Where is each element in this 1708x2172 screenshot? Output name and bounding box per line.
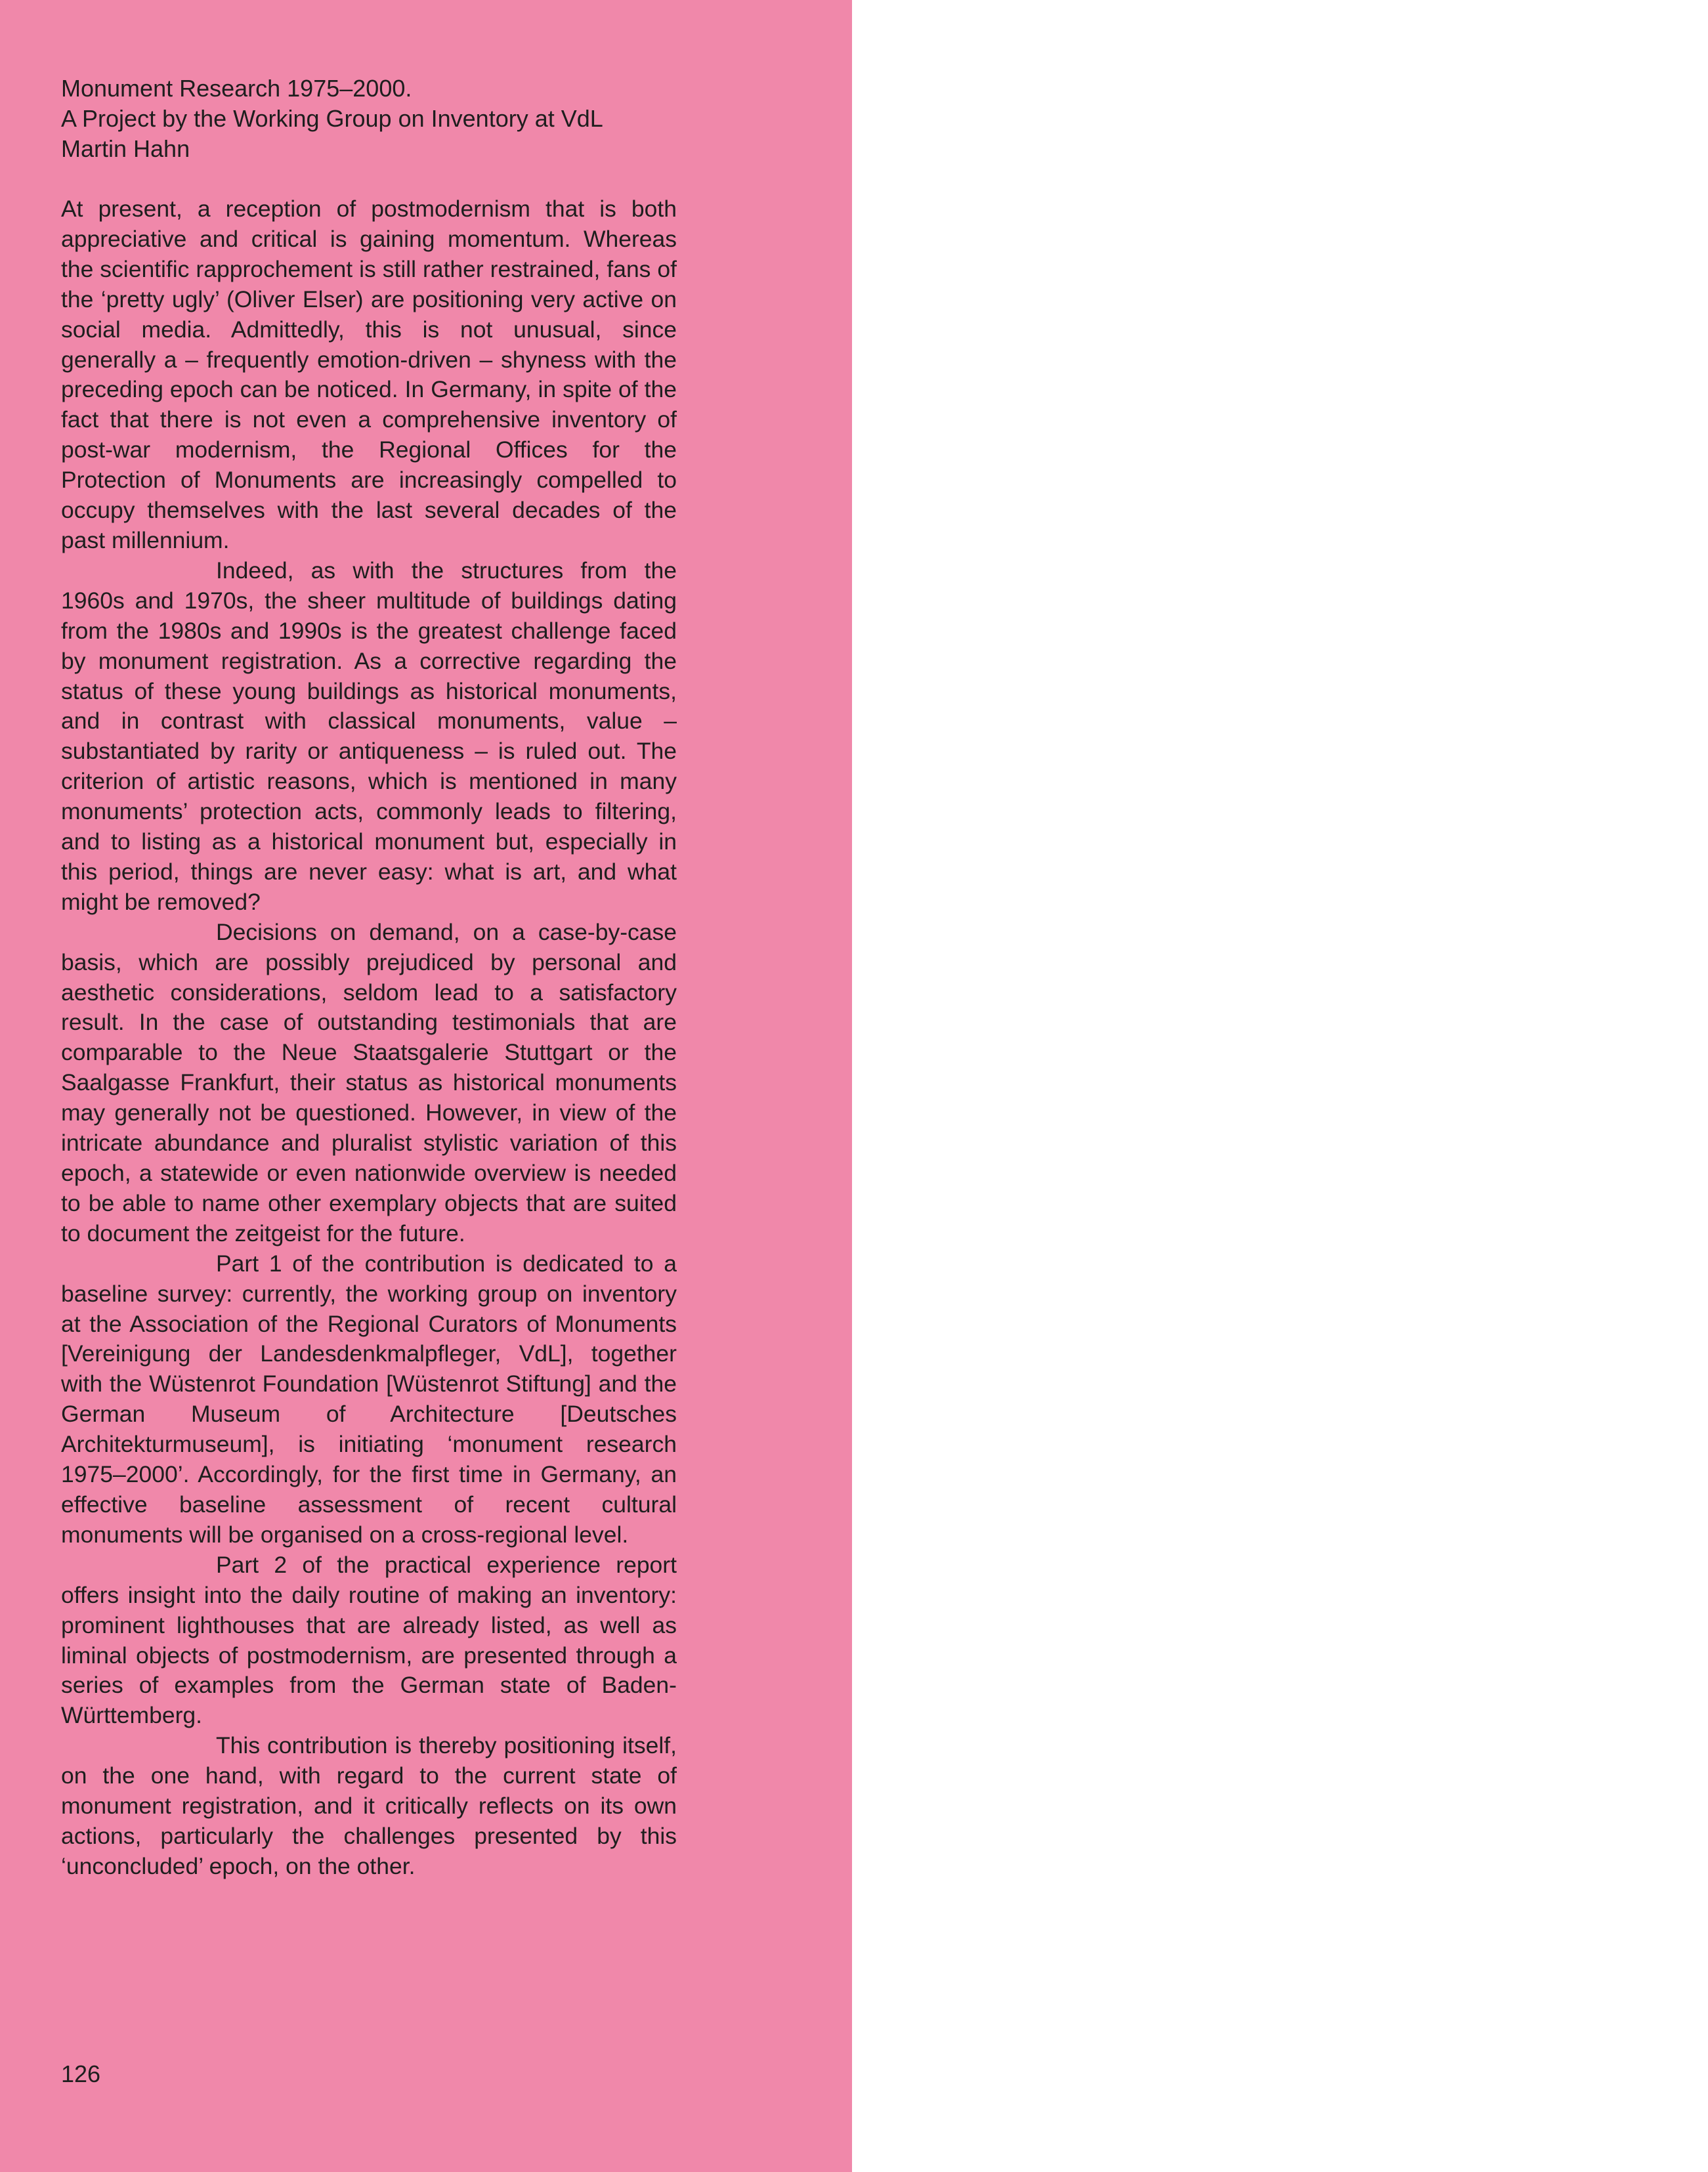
article-header	[61, 74, 678, 164]
body-paragraph: Part 1 of the contribution is dedicated to a baseline survey: currently, the working group on inventory at the Association of the Regional Curators of Monuments [Vereinigung der Landesdenkmalpfleger, VdL], together with the Wüstenrot Foundation [Wüstenrot Stiftung] and the German Museum of Architecture [Deutsches Architekturmuseum], is initiating ‘monument research 1975–2000’. Accordingly, for the first time in Germany, an effective baseline assessment of recent cultural monuments will be organised on a cross-regional level.	[61, 1250, 677, 1548]
article-body	[61, 194, 677, 1882]
page-number: 126	[61, 2060, 101, 2087]
body-paragraph: Indeed, as with the structures from the 1960s and 1970s, the sheer multitude of buildings dating from the 1980s and 1990s is the greatest challenge faced by monument registration. As a corrective regarding the status of these young buildings as historical monuments, and in contrast with classical monuments, value – substantiated by rarity or antiqueness – is ruled out. The criterion of artistic reasons, which is mentioned in many monuments’ protection acts, commonly leads to filtering, and to listing as a historical monument but, especially in this period, things are never easy: what is art, and what might be removed?	[61, 557, 677, 915]
body-paragraph: At present, a reception of postmodernism that is both appreciative and critical is gaining momentum. Whereas the scientific rapprochement is still rather restrained, fans of the ‘pretty ugly’ (Oliver Elser) are positioning very active on social media. Admittedly, this is not unusual, since generally a – frequently emotion-driven – shyness with the preceding epoch can be noticed. In Germany, in spite of the fact that there is not even a comprehensive inventory of post-war modernism, the Regional Offices for the Protection of Monuments are increasingly compelled to occupy themselves with the last several decades of the past millennium.	[61, 196, 677, 553]
body-paragraph: This contribution is thereby positioning itself, on the one hand, with regard to the current state of monument registration, and it critically reflects on its own actions, particularly the challenges presented by this ‘unconcluded’ epoch, on the other.	[61, 1732, 677, 1879]
body-paragraph: Decisions on demand, on a case-by-case basis, which are possibly prejudiced by personal and aesthetic considerations, seldom lead to a satisfactory result. In the case of outstanding testimonials that are comparable to the Neue Staatsgalerie Stuttgart or the Saalgasse Frankfurt, their status as historical monuments may generally not be questioned. However, in view of the intricate abundance and pluralist stylistic variation of this epoch, a statewide or even nationwide overview is needed to be able to name other exemplary objects that are suited to document the zeitgeist for the future.	[61, 918, 677, 1246]
body-paragraph: Part 2 of the practical experience report offers insight into the daily routine of making an inventory: prominent lighthouses that are already listed, as well as liminal objects of postmodernism, are presented through a series of examples from the German state of Baden-Württemberg.	[61, 1551, 677, 1729]
article-title: Monument Research 1975–2000.	[61, 75, 412, 102]
pink-text-panel	[0, 0, 852, 2172]
article-subtitle: A Project by the Working Group on Inventory at VdL	[61, 105, 603, 132]
article-author: Martin Hahn	[61, 135, 190, 162]
